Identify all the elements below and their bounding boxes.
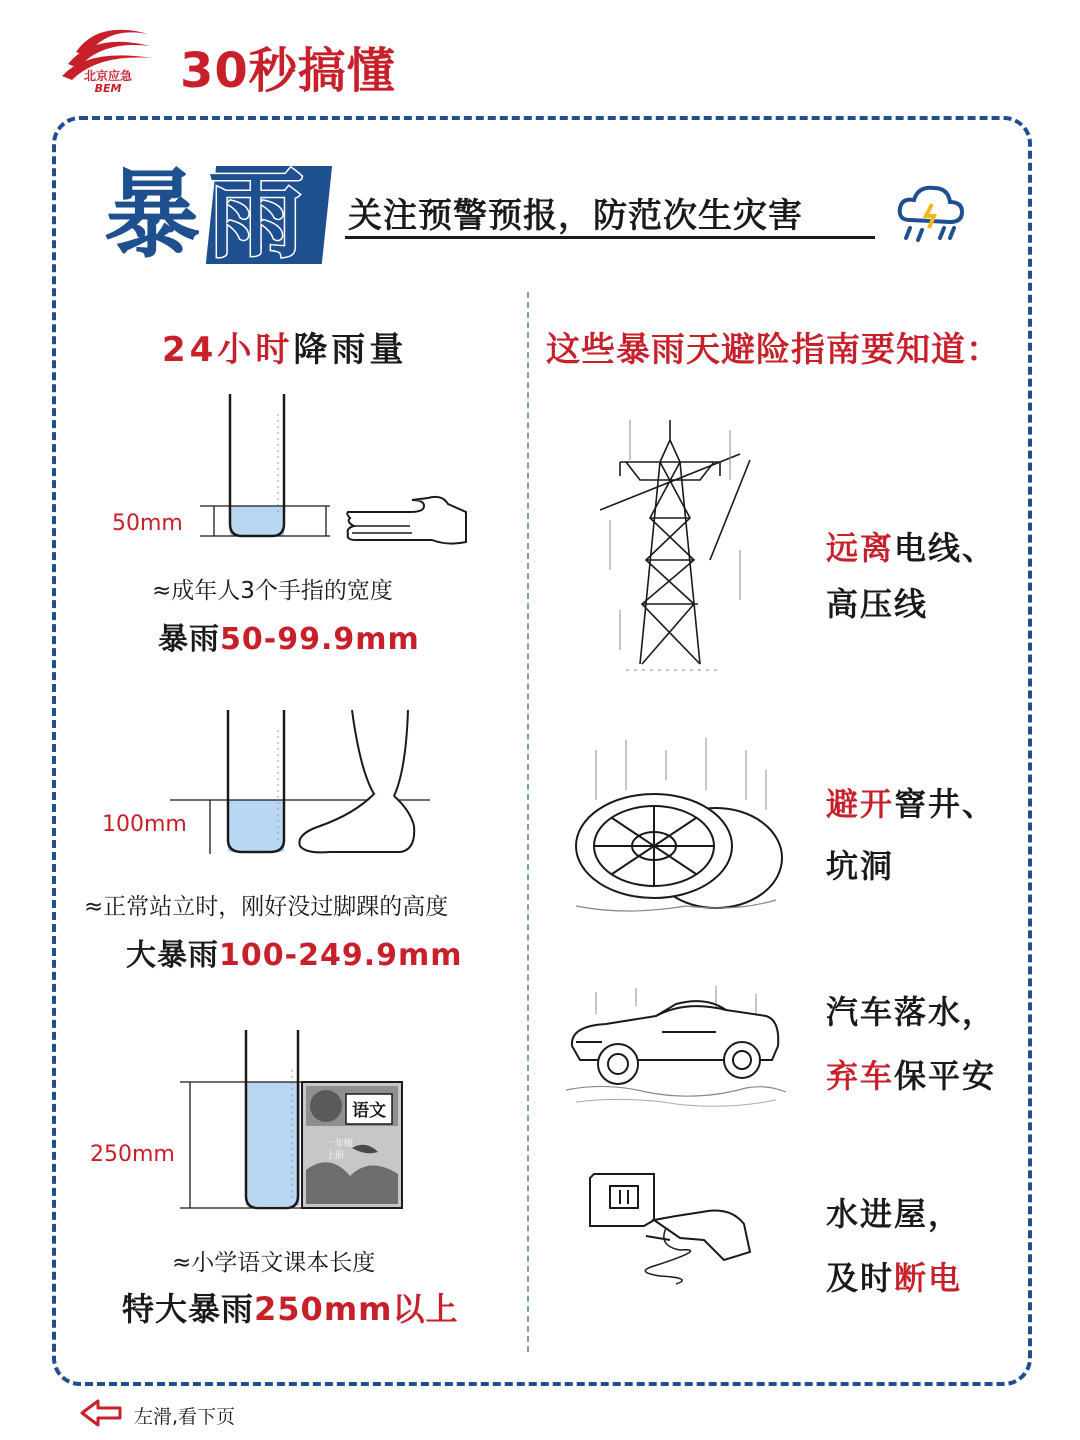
tip4-red: 断电 <box>894 1259 963 1297</box>
bem-logo <box>58 12 158 94</box>
tip2-text <box>826 776 996 894</box>
storm-cloud-icon <box>896 180 966 246</box>
level1-mm-label: 50mm <box>112 511 183 536</box>
level3-title <box>122 1284 459 1330</box>
textbook-grade: 一年级 <box>326 1139 354 1149</box>
hand-icon <box>347 497 466 544</box>
level3-range: 250mm以上 <box>254 1290 459 1328</box>
hero-subtitle: 关注预警预报，防范次生灾害 <box>348 196 803 236</box>
page-title: 30秒搞懂 <box>180 43 396 99</box>
level1-title <box>158 614 420 658</box>
level1-name: 暴雨 <box>158 622 220 657</box>
manhole-icon <box>566 730 786 920</box>
tip1-red: 远离 <box>826 529 895 567</box>
level2-approx: ≈正常站立时，刚好没过脚踝的高度 <box>84 894 449 920</box>
level2-name: 大暴雨 <box>126 938 219 973</box>
swipe-hint[interactable]: 左滑,看下页 <box>134 1406 236 1428</box>
tip1-text <box>826 520 996 632</box>
level1-range: 50-99.9mm <box>220 622 420 657</box>
level2-title <box>126 930 463 974</box>
level1-approx: ≈成年人3个手指的宽度 <box>152 578 393 604</box>
safety-guide-heading: 这些暴雨天避险指南要知道： <box>546 330 1001 370</box>
level3-approx: ≈小学语文课本长度 <box>172 1250 376 1276</box>
level3-mm-label: 250mm <box>90 1142 175 1167</box>
textbook-volume: 上册 <box>326 1151 345 1161</box>
level3-illustration <box>180 1030 420 1216</box>
tip3-line1: 汽车落水， <box>826 993 997 1031</box>
level1-illustration <box>180 394 480 554</box>
textbook-title: 语文 <box>352 1101 386 1121</box>
tip3-text <box>826 984 996 1104</box>
tip1-black: 电线、 <box>894 529 997 567</box>
hero-word-text: 暴雨 <box>104 159 312 268</box>
tip3-red: 弃车 <box>826 1057 895 1095</box>
textbook-icon <box>302 1082 402 1208</box>
level2-illustration <box>170 710 480 870</box>
level2-range: 100-249.9mm <box>219 938 463 973</box>
rainfall-heading <box>162 322 407 371</box>
tip1-line2: 高压线 <box>826 585 929 623</box>
power-tower-icon <box>600 400 760 680</box>
tip3-black: 保平安 <box>894 1057 997 1095</box>
power-socket-icon <box>584 1168 754 1288</box>
logo-text: 北京应急 <box>83 69 133 83</box>
rainfall-heading-part2: 降雨量 <box>293 330 408 370</box>
level3-name: 特大暴雨 <box>122 1290 255 1328</box>
foot-icon <box>299 710 414 852</box>
tip4-line1: 水进屋， <box>826 1195 963 1233</box>
column-divider <box>527 292 529 1352</box>
car-icon <box>566 986 786 1112</box>
logo-sub: BEM <box>94 82 122 94</box>
rainfall-heading-part1: 24小时 <box>162 330 294 370</box>
tip4-text <box>826 1186 962 1306</box>
left-arrow-icon[interactable] <box>78 1398 124 1428</box>
tip2-line2: 坑洞 <box>826 847 895 885</box>
hero-underline <box>345 236 875 239</box>
tip2-black: 窨井、 <box>894 785 997 823</box>
tip4-black: 及时 <box>826 1259 895 1297</box>
hero-word <box>100 148 340 268</box>
level2-mm-label: 100mm <box>102 812 187 837</box>
tip2-red: 避开 <box>826 785 895 823</box>
